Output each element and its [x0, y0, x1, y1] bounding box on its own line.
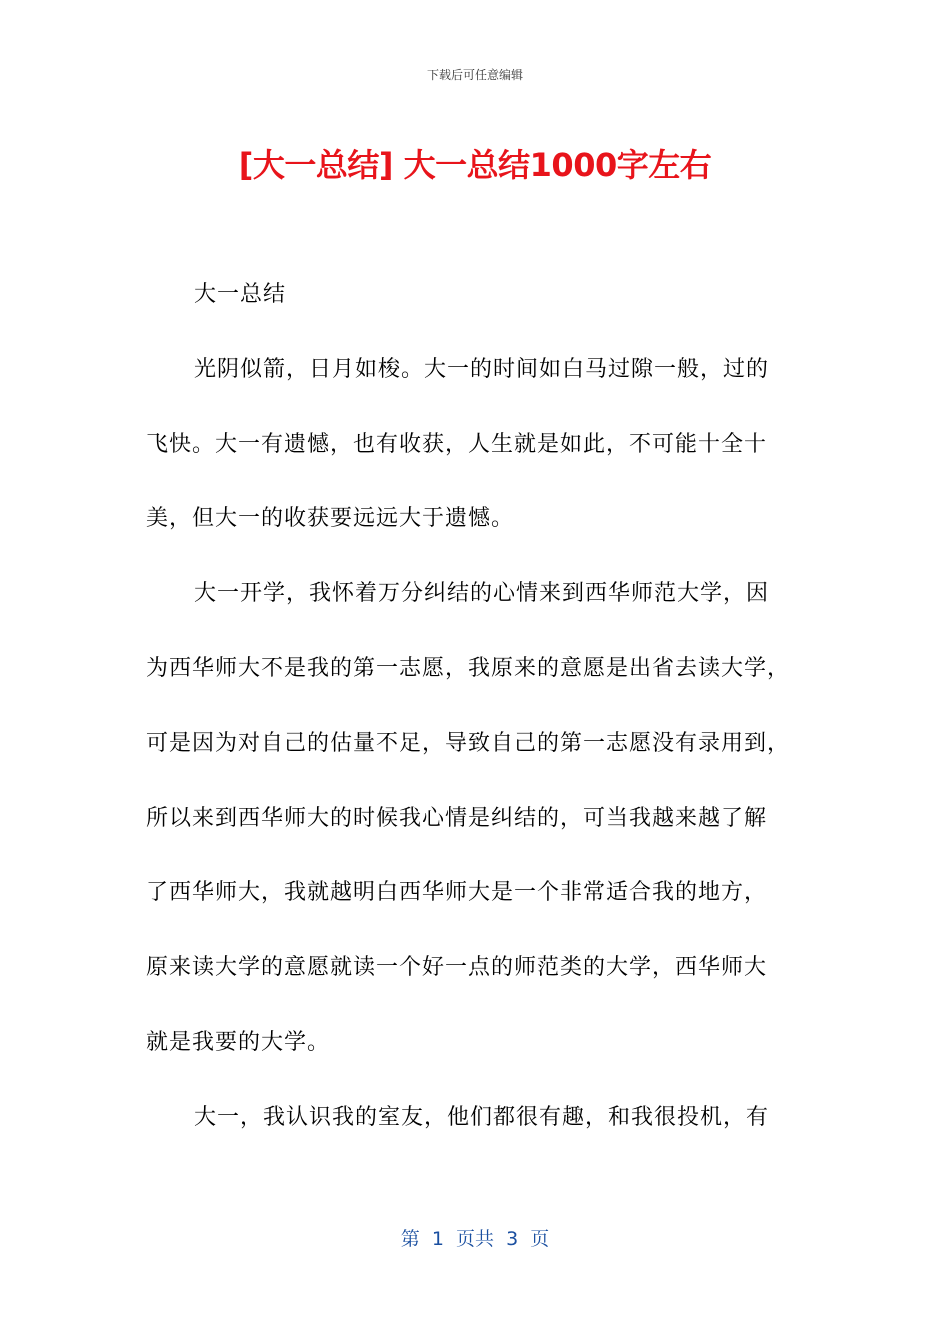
document-body [146, 258, 826, 1156]
body-line: 光阴似箭，日月如梭。大一的时间如白马过隙一般，过的 [194, 356, 770, 382]
body-line: 就是我要的大学。 [146, 1029, 331, 1055]
body-line: 所以来到西华师大的时候我心情是纠结的，可当我越来越了解 [146, 805, 768, 831]
body-line: 了西华师大，我就越明白西华师大是一个非常适合我的地方， [146, 880, 768, 906]
body-line: 原来读大学的意愿就读一个好一点的师范类的大学，西华师大 [146, 955, 768, 981]
body-line: 美，但大一的收获要远远大于遗憾。 [146, 506, 515, 532]
body-line: 飞快。大一有遗憾，也有收获，人生就是如此，不可能十全十 [146, 431, 768, 457]
body-line: 大一开学，我怀着万分纠结的心情来到西华师范大学，因 [194, 581, 770, 607]
body-line: 可是因为对自己的估量不足，导致自己的第一志愿没有录用到， [146, 730, 791, 756]
page-number-footer: 第 1 页共 3 页 [400, 1228, 550, 1250]
document-title: [大一总结] 大一总结1000字左右 [238, 146, 712, 184]
body-line: 为西华师大不是我的第一志愿，我原来的意愿是出省去读大学， [146, 655, 791, 681]
body-line: 大一，我认识我的室友，他们都很有趣，和我很投机，有 [194, 1104, 770, 1130]
body-line-heading: 大一总结 [194, 282, 287, 307]
header-note: 下载后可任意编辑 [426, 68, 523, 82]
